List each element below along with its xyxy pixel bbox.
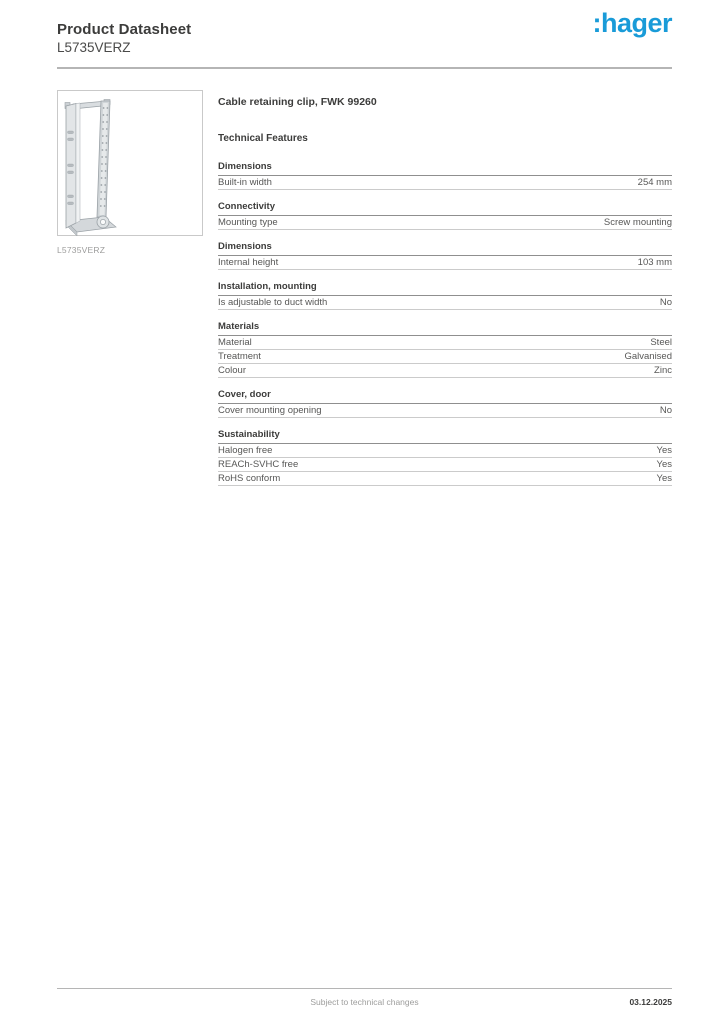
table-row xyxy=(218,458,672,472)
row-value: No xyxy=(659,297,672,308)
footer-date: 03.12.2025 xyxy=(629,997,672,1007)
row-label: Material xyxy=(218,337,252,348)
section-title: Dimensions xyxy=(218,161,672,176)
table-row xyxy=(218,256,672,270)
section-title: Sustainability xyxy=(218,429,672,444)
spec-section xyxy=(218,321,672,378)
row-value: Zinc xyxy=(654,365,672,376)
row-value: Screw mounting xyxy=(603,217,672,228)
row-value: Yes xyxy=(656,473,672,484)
row-value: No xyxy=(659,405,672,416)
row-value: 254 mm xyxy=(637,177,672,188)
row-value: 103 mm xyxy=(637,257,672,268)
table-row xyxy=(218,336,672,350)
table-row xyxy=(218,444,672,458)
table-row xyxy=(218,216,672,230)
spec-section xyxy=(218,201,672,230)
section-title: Cover, door xyxy=(218,389,672,404)
product-image-column xyxy=(57,90,203,255)
row-label: Treatment xyxy=(218,351,261,362)
spec-section xyxy=(218,241,672,270)
row-label: RoHS conform xyxy=(218,473,281,484)
technical-features-heading: Technical Features xyxy=(218,133,308,144)
row-value: Yes xyxy=(656,445,672,456)
table-row xyxy=(218,472,672,486)
row-label: REACh-SVHC free xyxy=(218,459,299,470)
spec-section xyxy=(218,389,672,418)
row-value: Steel xyxy=(650,337,672,348)
spec-section xyxy=(218,281,672,310)
section-title: Materials xyxy=(218,321,672,336)
section-rows xyxy=(218,336,672,378)
section-rows xyxy=(218,176,672,190)
row-label: Built-in width xyxy=(218,177,272,188)
cable-retaining-clip-illustration xyxy=(58,91,204,237)
row-label: Mounting type xyxy=(218,217,278,228)
row-value: Yes xyxy=(656,459,672,470)
section-rows xyxy=(218,444,672,486)
row-label: Colour xyxy=(218,365,246,376)
section-rows xyxy=(218,216,672,230)
table-row xyxy=(218,296,672,310)
page-title: Product Datasheet xyxy=(57,21,192,38)
row-label: Halogen free xyxy=(218,445,273,456)
header-divider xyxy=(57,67,672,69)
spec-section xyxy=(218,429,672,486)
section-title: Installation, mounting xyxy=(218,281,672,296)
section-title: Dimensions xyxy=(218,241,672,256)
spec-section xyxy=(218,161,672,190)
product-title: Cable retaining clip, FWK 99260 xyxy=(218,96,377,108)
row-label: Is adjustable to duct width xyxy=(218,297,328,308)
hager-logo: :hager xyxy=(592,8,672,38)
table-row xyxy=(218,364,672,378)
spec-sections xyxy=(218,161,672,486)
section-rows xyxy=(218,256,672,270)
table-row xyxy=(218,176,672,190)
section-rows xyxy=(218,296,672,310)
footer-note: Subject to technical changes xyxy=(310,997,419,1007)
spec-column xyxy=(218,90,672,497)
header xyxy=(57,0,672,55)
row-label: Cover mounting opening xyxy=(218,405,322,416)
row-label: Internal height xyxy=(218,257,279,268)
section-title: Connectivity xyxy=(218,201,672,216)
product-image-caption: L5735VERZ xyxy=(57,245,106,255)
section-rows xyxy=(218,404,672,418)
row-value: Galvanised xyxy=(624,351,672,362)
table-row xyxy=(218,404,672,418)
footer-divider xyxy=(57,988,672,989)
product-image xyxy=(57,90,203,236)
product-reference: L5735VERZ xyxy=(57,40,131,55)
table-row xyxy=(218,350,672,364)
